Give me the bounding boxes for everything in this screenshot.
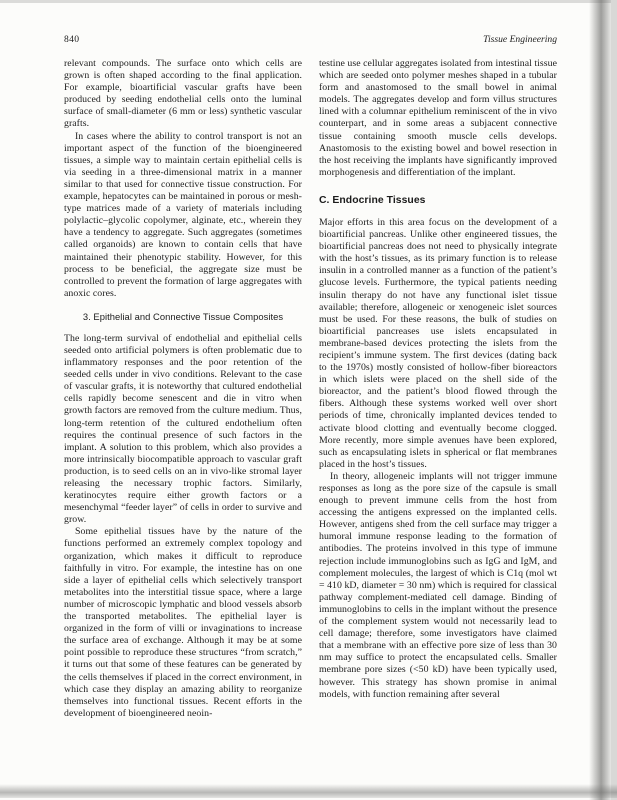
running-title: Tissue Engineering	[483, 34, 557, 45]
scan-edge-right	[589, 0, 611, 800]
section-heading-epithelial-connective-composites: 3. Epithelial and Connective Tissue Composites	[82, 310, 284, 322]
right-column	[319, 58, 557, 720]
page-header	[64, 34, 557, 46]
paragraph: The long-term survival of endothelial and epithelial cells seeded onto artificial polymers is often problematic due to inflammatory responses and the poor retention of the seeded cells under in vivo conditions. Relevant to the case of vascular grafts, it is noteworthy that cultured endothelial cells rapidly become senescent and die in vitro when growth factors are removed from the culture medium. Thus, long-term retention of the cultured endothelium often requires the continual presence of such factors in the implant. A solution to this problem, which also provides a more intrinsically biocompatible approach to vascular graft production, is to seed cells on an in vivo-like stromal layer releasing the necessary trophic factors. Similarly, keratinocytes require either growth factors or a mesenchymal “feeder layer” of cells in order to survive and grow.	[64, 332, 302, 526]
scan-edge-far-right	[611, 0, 617, 800]
page-number: 840	[64, 34, 80, 45]
paragraph: testine use cellular aggregates isolated from intestinal tissue which are seeded onto polymer meshes shaped in a tubular form and anastomosed to the small bowel in animal models. The aggregates develop and form villus structures lined with a columnar epithelium reminiscent of the in vivo counterpart, and in some areas a subjacent connective tissue containing smooth muscle cells develops. Anastomosis to the existing bowel and bowel resection in the host receiving the implants have significantly improved morphogenesis and differentiation of the implant.	[319, 58, 557, 178]
text-columns	[64, 58, 557, 720]
page-content	[64, 34, 557, 782]
paragraph: relevant compounds. The surface onto which cells are grown is often shaped according to the final application. For example, bioartificial vascular grafts have been produced by seeding endothelial cells onto the luminal surface of small-diameter (6 mm or less) synthetic vascular grafts.	[64, 58, 302, 130]
paragraph: In cases where the ability to control transport is not an important aspect of the function of the bioengineered tissues, a simple way to maintain certain epithelial cells is via seeding in a three-dimensional matrix in a manner similar to that used for connective tissue construction. For example, hepatocytes can be maintained in porous or mesh-type matrices made of a variety of materials including polylactic–glycolic copolymer, alginate, etc., wherein they have a tendency to aggregate. Such aggregates (sometimes called organoids) are known to contain cells that have maintained their phenotypic stability. However, for this process to be beneficial, the aggregate size must be controlled to prevent the formation of large aggregates with anoxic cores.	[64, 130, 302, 299]
left-column	[64, 58, 302, 720]
scan-edge-bottom	[0, 784, 617, 798]
paragraph: In theory, allogeneic implants will not trigger immune responses as long as the pore size of the capsule is small enough to prevent immune cells from the host from accessing the antigens expressed on the implanted cells. However, antigens shed from the cell surface may trigger a humoral immune response leading to the formation of antibodies. The proteins involved in this type of immune rejection include immunoglobins such as IgG and IgM, and complement molecules, the largest of which is C1q (mol wt = 410 kD, diameter = 30 nm) which is required for classical pathway complement-mediated cell damage. Binding of immunoglobins to cells in the implant without the presence of the complement system would not necessarily lead to cell damage; therefore, some investigators have claimed that a membrane with an effective pore size of less than 30 nm may suffice to protect the encapsulated cells. Smaller membrane pore sizes (<50 kD) have been typically used, however. This strategy has shown promise in animal models, with function remaining after several	[319, 470, 557, 700]
paragraph: Some epithelial tissues have by the nature of the functions performed an extremely complex topology and organization, which makes it difficult to reproduce faithfully in vitro. For example, the intestine has on one side a layer of epithelial cells which selectively transport metabolites into the interstitial tissue space, where a large number of microscopic lymphatic and blood vessels absorb the transported metabolites. The epithelial layer is organized in the form of villi or invaginations to increase the surface area of exchange. Although it may be at some point possible to reproduce these structures “from scratch,” it turns out that some of these features can be generated by the cells themselves if placed in the correct environment, in which case they display an amazing ability to reorganize themselves into functional tissues. Recent efforts in the development of bioengineered neoin-	[64, 526, 302, 719]
section-heading-endocrine-tissues: C. Endocrine Tissues	[319, 194, 426, 206]
scan-edge-top	[0, 0, 617, 3]
paragraph: Major efforts in this area focus on the development of a bioartificial pancreas. Unlike other engineered tissues, the bioartificial pancreas does not need to physically integrate with the host’s tissues, as its primary function is to release insulin in a controlled manner as a function of the patient’s glucose levels. Furthermore, the typical patients needing insulin therapy do not have any functional islet tissue available; therefore, allogeneic or xenogeneic islet sources must be used. For these reasons, the bulk of studies on bioartificial pancreases use islets encapsulated in membrane-based devices protecting the islets from the recipient’s immune system. The first devices (dating back to the 1970s) mostly consisted of hollow-fiber bioreactors in which islets were placed on the shell side of the bioreactor, and the patient’s blood flowed through the fibers. Although these systems worked well over short periods of time, chronically implanted devices tended to activate blood clotting and eventually become clogged. More recently, more simple avenues have been explored, such as encapsulating islets in spherical or flat membranes placed in the host’s tissues.	[319, 216, 557, 470]
